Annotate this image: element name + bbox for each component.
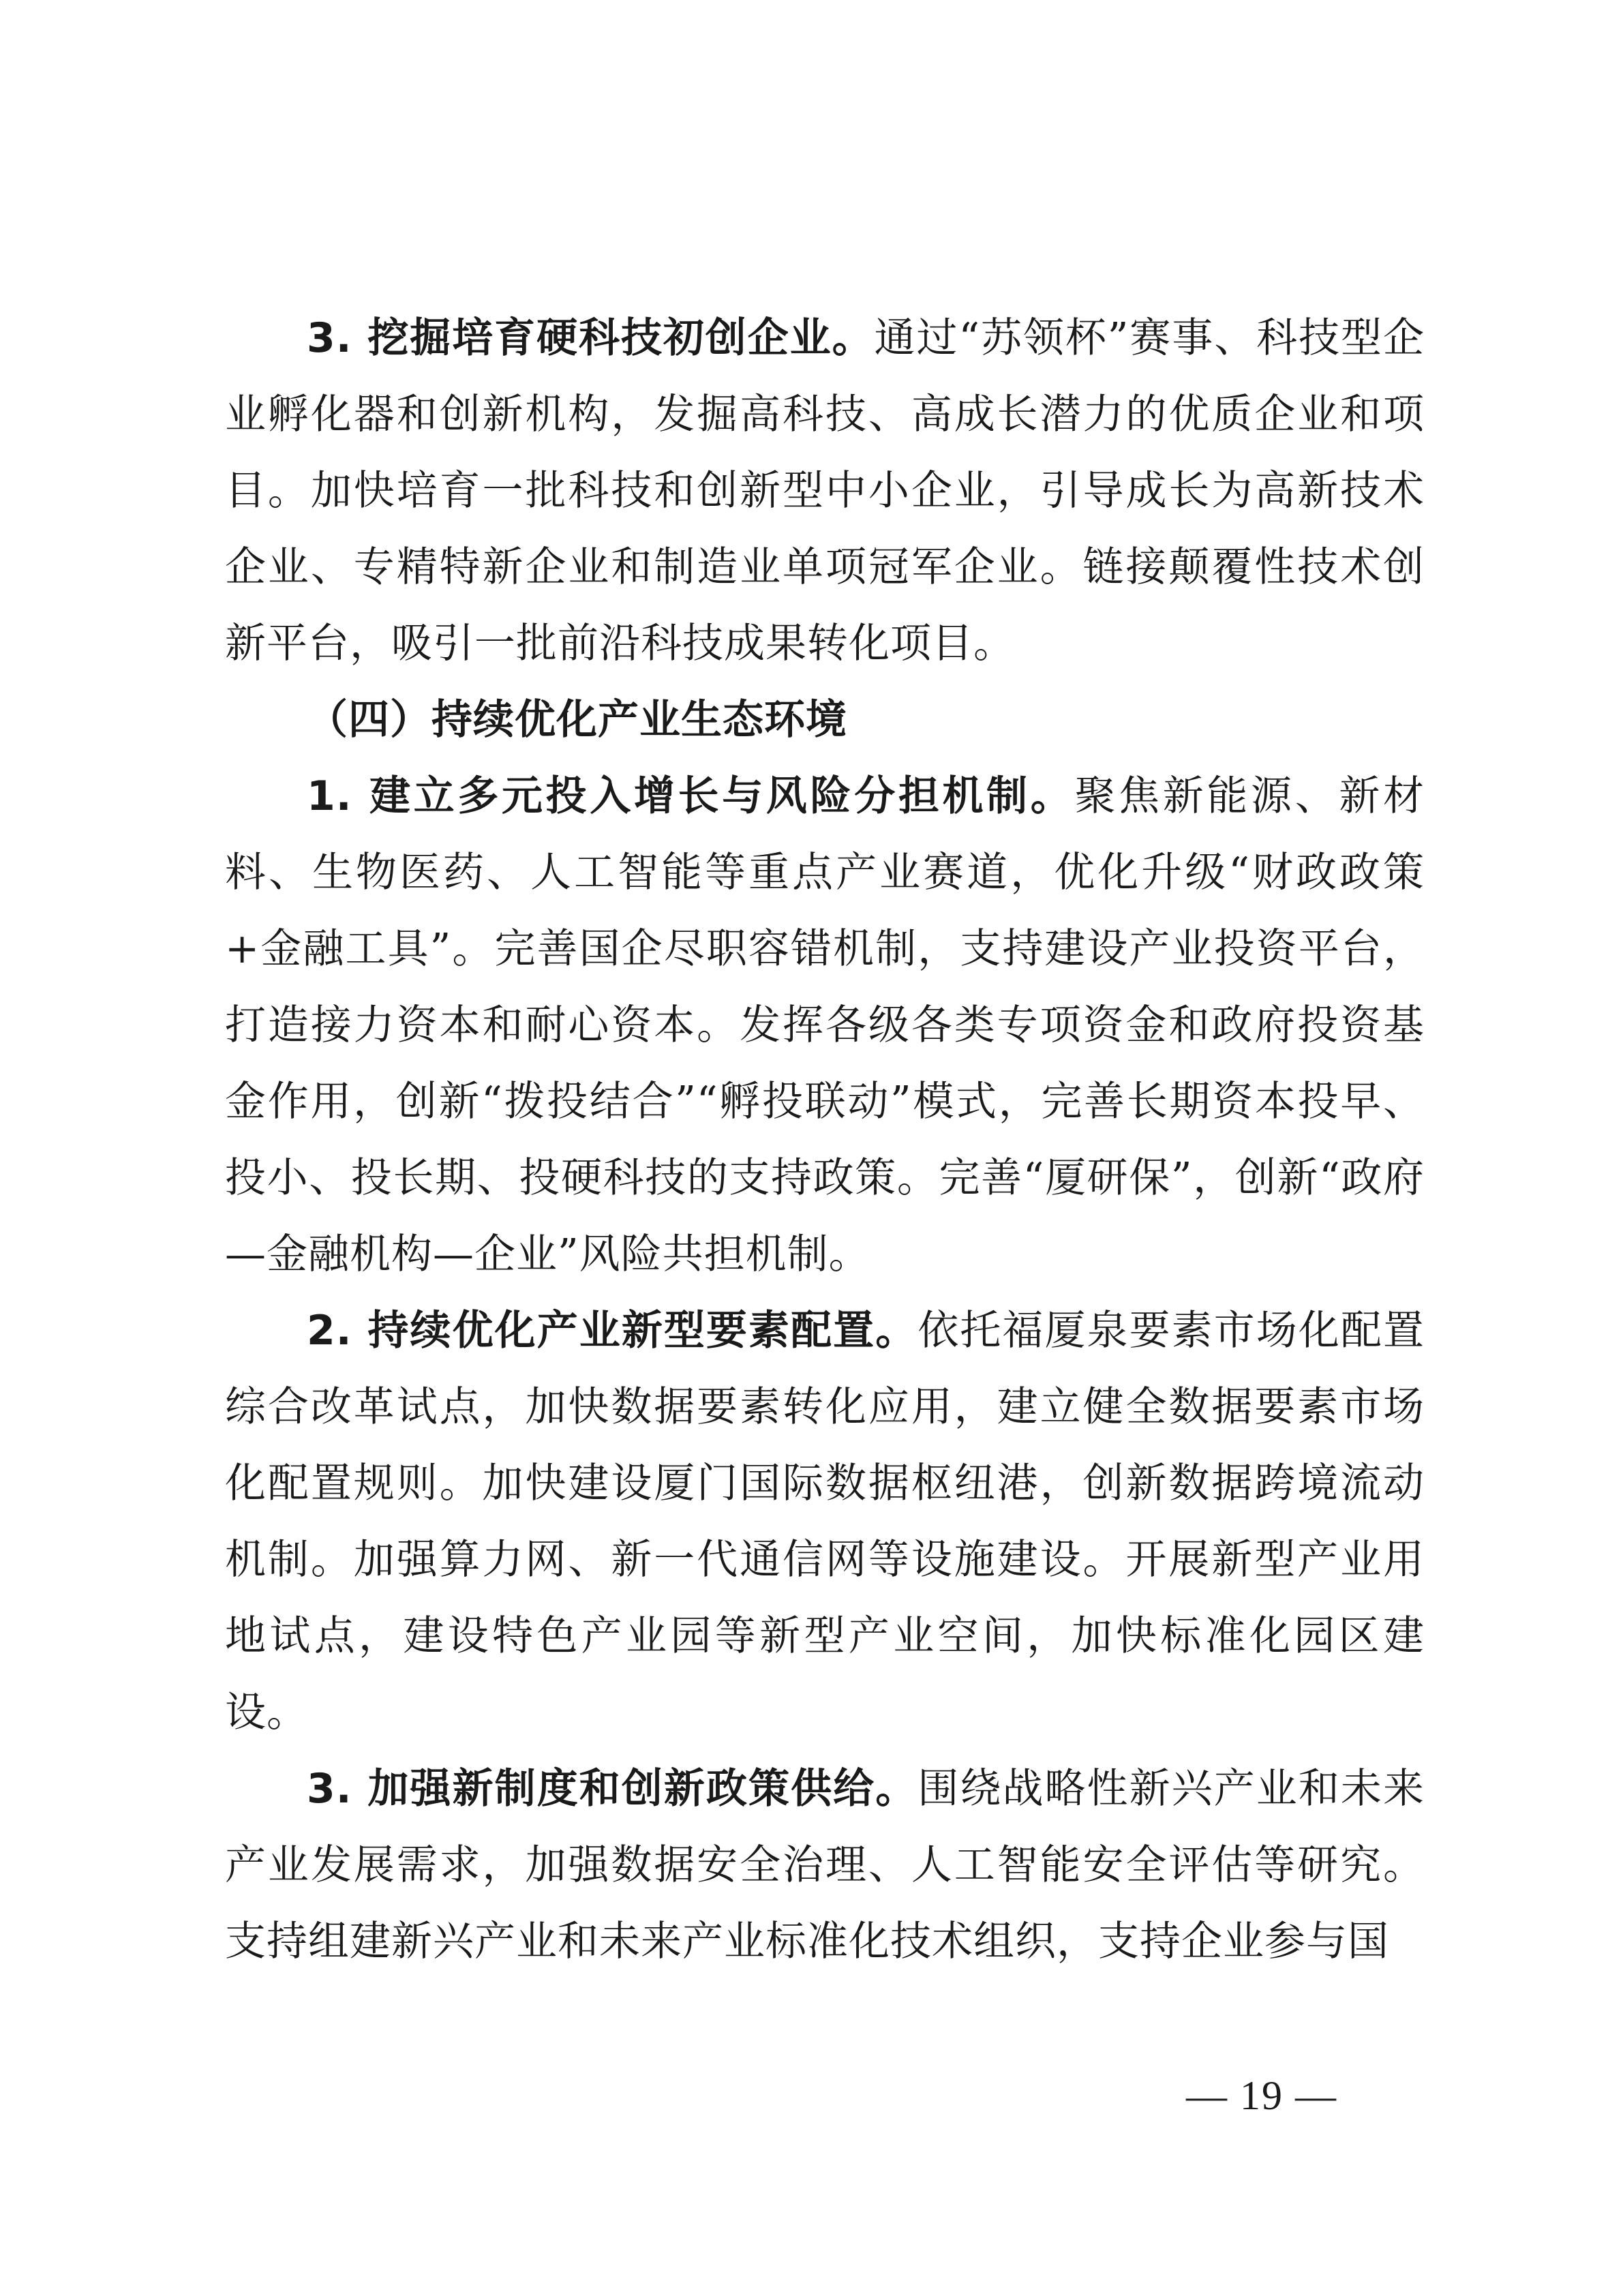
paragraph-hard-tech-startups [225,300,1425,682]
paragraph-text: 围绕战略性新兴产业和未来产业发展需求，加强数据安全治理、人工智能安全评估等研究。支持组建新兴产业和未来产业标准化技术组织，支持企业参与国 [225,1765,1425,1965]
paragraph-investment-risk-sharing [225,758,1425,1293]
paragraph-text: 聚焦新能源、新材料、生物医药、人工智能等重点产业赛道，优化升级“财政政策+金融工具”。完善国企尽职容错机制，支持建设产业投资平台，打造接力资本和耐心资本。发挥各级各类专项资金和政府投资基金作用，创新“拨投结合”“孵投联动”模式，完善长期资本投早、投小、投长期、投硬科技的支持政策。完善“厦研保”，创新“政府—金融机构—企业”风险共担机制。 [225,772,1425,1278]
section-heading: （四）持续优化产业生态环境 [307,696,847,744]
paragraph-factor-allocation [225,1293,1425,1751]
page-body [225,300,1425,1980]
page-number: — 19 — [1186,2073,1337,2118]
paragraph-lead: 1. 建立多元投入增长与风险分担机制。 [307,772,1075,820]
paragraph-lead: 2. 持续优化产业新型要素配置。 [307,1307,918,1355]
paragraph-lead: 3. 挖掘培育硬科技初创企业。 [307,314,875,362]
paragraph-lead: 3. 加强新制度和创新政策供给。 [307,1765,918,1813]
paragraph-text: 通过“苏领杯”赛事、科技型企业孵化器和创新机构，发掘高科技、高成长潜力的优质企业和项目。加快培育一批科技和创新型中小企业，引导成长为高新技术企业、专精特新企业和制造业单项冠军企业。链接颠覆性技术创新平台，吸引一批前沿科技成果转化项目。 [225,314,1425,667]
paragraph-text: 依托福厦泉要素市场化配置综合改革试点，加快数据要素转化应用，建立健全数据要素市场化配置规则。加快建设厦门国际数据枢纽港，创新数据跨境流动机制。加强算力网、新一代通信网等设施建设。开展新型产业用地试点，建设特色产业园等新型产业空间，加快标准化园区建设。 [225,1307,1425,1736]
paragraph-policy-supply [225,1751,1425,1980]
